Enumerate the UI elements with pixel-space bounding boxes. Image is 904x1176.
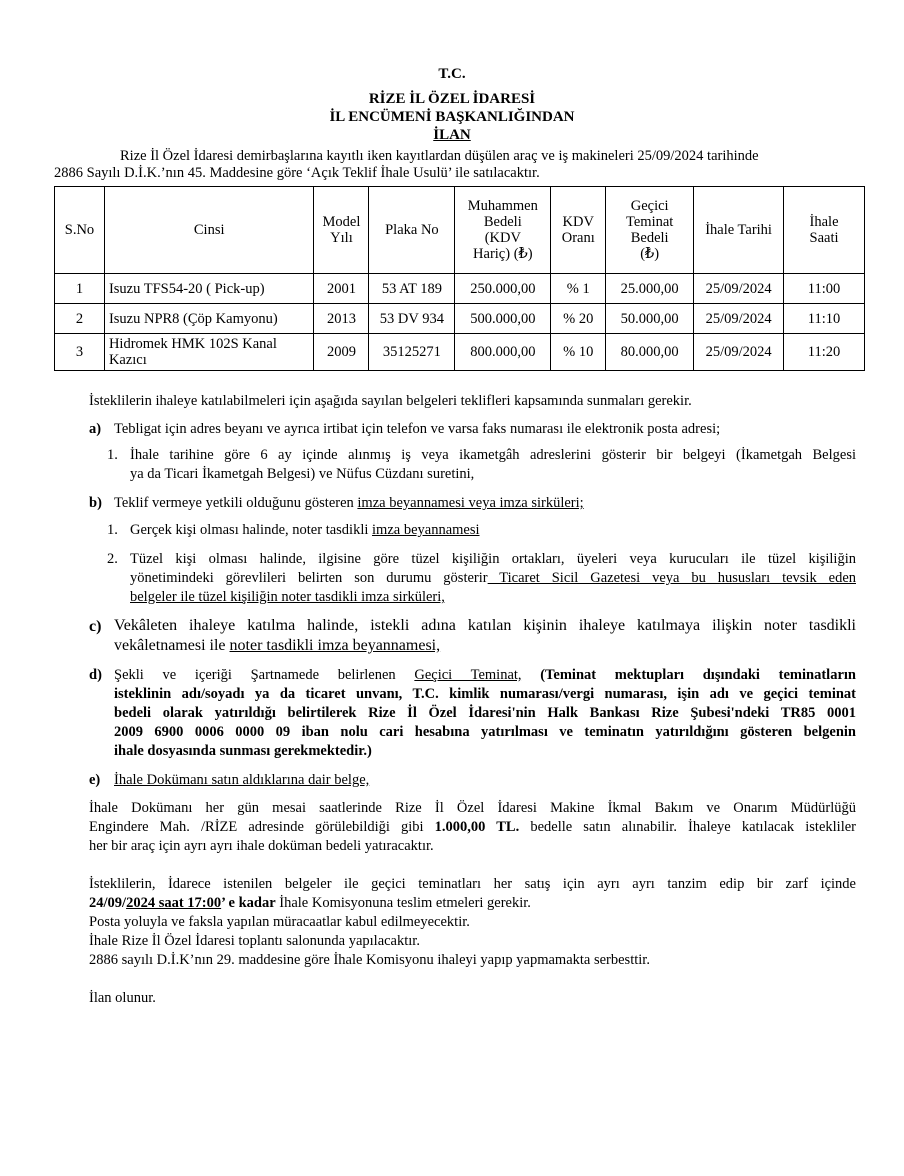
cell-sno: 1 <box>55 274 105 304</box>
th-teminat: Geçici Teminat Bedeli (₺) <box>606 187 694 274</box>
item-b1-text: Gerçek kişi olması halinde, noter tasdikli imza beyannamesi <box>130 522 480 538</box>
item-a1-line-2: ya da Ticari İkametgah Belgesi) ve Nüfus Cüzdanı suretini, <box>130 466 475 482</box>
requirements-intro: İsteklilerin ihaleye katılabilmeleri için aşağıda sayılan belgeleri teklifleri kapsamında sunmaları gerekir. <box>89 393 692 409</box>
cell-kdv: % 20 <box>551 304 606 334</box>
cell-model: 2001 <box>314 274 369 304</box>
item-e-text: İhale Dokümanı satın aldıklarına dair belge, <box>114 772 370 788</box>
cell-tarih: 25/09/2024 <box>694 274 784 304</box>
th-plaka: Plaka No <box>369 187 455 274</box>
cell-cinsi: Hidromek HMK 102S Kanal Kazıcı <box>104 334 314 371</box>
cell-cinsi: Isuzu TFS54-20 ( Pick-up) <box>104 274 314 304</box>
item-b-label: b) <box>89 495 102 511</box>
cell-saat: 11:20 <box>784 334 865 371</box>
item-e-label: e) <box>89 772 101 788</box>
th-model: Model Yılı <box>314 187 369 274</box>
vehicle-table <box>54 186 865 371</box>
cell-plaka: 35125271 <box>369 334 455 371</box>
header-tc: T.C. <box>438 66 466 82</box>
th-ihale-saati: İhale Saati <box>784 187 865 274</box>
cell-bedel: 250.000,00 <box>455 274 551 304</box>
header-title: İLAN <box>433 127 471 143</box>
item-b2-number: 2. <box>107 551 118 567</box>
cell-teminat: 50.000,00 <box>606 304 694 334</box>
th-kdv: KDV Oranı <box>551 187 606 274</box>
intro-line-1: Rize İl Özel İdaresi demirbaşlarına kayıtlı iken kayıtlardan düşülen araç ve iş makineleri 25/09/2024 tarihinde <box>120 148 759 164</box>
th-ihale-tarihi: İhale Tarihi <box>694 187 784 274</box>
cell-sno: 2 <box>55 304 105 334</box>
item-c-label: c) <box>89 618 102 635</box>
doc-info-line-1: İhale Dokümanı her gün mesai saatlerinde Rize İl Özel İdaresi Makine İkmal Bakım ve Onarım Müdürlüğü <box>89 800 856 816</box>
cell-tarih: 25/09/2024 <box>694 304 784 334</box>
item-d-label: d) <box>89 667 102 683</box>
cell-cinsi: Isuzu NPR8 (Çöp Kamyonu) <box>104 304 314 334</box>
closing-line-2: 24/09/2024 saat 17:00’ e kadar İhale Komisyonuna teslim etmeleri gerekir. <box>89 895 531 911</box>
cell-model: 2009 <box>314 334 369 371</box>
item-d-line-2: isteklinin adı/soyadı ya da ticaret unvanı, T.C. kimlik numarası/vergi numarası, işin adı ve geçici teminat <box>114 686 856 702</box>
item-a-text: Tebligat için adres beyanı ve ayrıca irtibat için telefon ve varsa faks numarası ile elektronik posta adresi; <box>114 421 721 437</box>
cell-saat: 11:10 <box>784 304 865 334</box>
item-b-text: Teklif vermeye yetkili olduğunu gösteren imza beyannamesi veya imza sirküleri; <box>114 495 584 511</box>
item-c-line-1: Vekâleten ihaleye katılma halinde, istekli adına katılan kişinin ihaleye katılmaya ilişkin noter tasdikli <box>114 617 856 634</box>
cell-model: 2013 <box>314 304 369 334</box>
cell-saat: 11:00 <box>784 274 865 304</box>
doc-info-line-3: her bir araç için ayrı ayrı ihale doküman bedeli yatıracaktır. <box>89 838 434 854</box>
closing-line-1: İsteklilerin, İdarece istenilen belgeler ile geçici teminatları her satış için ayrı ayrı tanzim edip bir zarf içinde <box>89 876 856 892</box>
cell-sno: 3 <box>55 334 105 371</box>
item-d-line-3: bedeli olarak yatırıldığı belirtilerek Rize İl Özel İdaresi'nin Halk Bankası Rize Şubesi'ndeki TR85 0001 <box>114 705 856 721</box>
cell-bedel: 800.000,00 <box>455 334 551 371</box>
item-c-line-2: vekâletnamesi ile noter tasdikli imza beyannamesi, <box>114 637 441 654</box>
th-muhammen: Muhammen Bedeli (KDV Hariç) (₺) <box>455 187 551 274</box>
closing-line-4: İhale Rize İl Özel İdaresi toplantı salonunda yapılacaktır. <box>89 933 420 949</box>
cell-plaka: 53 AT 189 <box>369 274 455 304</box>
item-a-label: a) <box>89 421 102 437</box>
item-d-line-4: 2009 6900 0006 0000 09 iban nolu cari hesabına yatırılması ve teminatın yatırıldığını gösteren belgenin <box>114 724 856 740</box>
cell-bedel: 500.000,00 <box>455 304 551 334</box>
cell-kdv: % 1 <box>551 274 606 304</box>
table-header-row <box>55 187 865 274</box>
table-row <box>55 274 865 304</box>
item-b1-number: 1. <box>107 522 118 538</box>
header-org: RİZE İL ÖZEL İDARESİ <box>368 91 536 107</box>
cell-tarih: 25/09/2024 <box>694 334 784 371</box>
item-d-line-5: ihale dosyasında sunması gerekmektedir.) <box>114 743 372 759</box>
cell-teminat: 80.000,00 <box>606 334 694 371</box>
item-d-line-1: Şekli ve içeriği Şartnamede belirlenen Geçici Teminat, (Teminat mektupları dışındaki teminatların <box>114 667 856 683</box>
item-b2-line-1: Tüzel kişi olması halinde, ilgisine göre tüzel kişiliğin ortakları, üyeleri veya kurucuları ile tüzel kişiliğin <box>130 551 856 567</box>
item-a1-number: 1. <box>107 447 118 463</box>
intro-line-2: 2886 Sayılı D.İ.K.’nın 45. Maddesine göre ‘Açık Teklif İhale Usulü’ ile satılacaktır. <box>54 165 540 181</box>
header-dept: İL ENCÜMENİ BAŞKANLIĞINDAN <box>329 109 575 125</box>
table-row <box>55 304 865 334</box>
cell-plaka: 53 DV 934 <box>369 304 455 334</box>
closing-line-3: Posta yoluyla ve faksla yapılan müracaatlar kabul edilmeyecektir. <box>89 914 470 930</box>
doc-info-line-2: Engindere Mah. /RİZE adresinde görülebildiği gibi 1.000,00 TL. bedelle satın alınabilir. İhaleye katılacak istekliler <box>89 819 856 835</box>
closing-final: İlan olunur. <box>89 990 156 1006</box>
table-row <box>55 334 865 371</box>
item-b2-line-2: yönetimindeki görevlileri belirten son durumu gösterir Ticaret Sicil Gazetesi veya bu hususları tevsik eden <box>130 570 856 586</box>
th-sno: S.No <box>55 187 105 274</box>
closing-line-5: 2886 sayılı D.İ.K’nın 29. maddesine göre İhale Komisyonu ihaleyi yapıp yapmamakta serbesttir. <box>89 952 650 968</box>
cell-kdv: % 10 <box>551 334 606 371</box>
cell-teminat: 25.000,00 <box>606 274 694 304</box>
item-a1-line-1: İhale tarihine göre 6 ay içinde alınmış iş veya ikametgâh adreslerini gösterir bir belgeyi (İkametgah Belgesi <box>130 447 856 463</box>
item-b2-line-3: belgeler ile tüzel kişiliğin noter tasdikli imza sirküleri, <box>130 589 445 605</box>
th-cinsi: Cinsi <box>104 187 314 274</box>
